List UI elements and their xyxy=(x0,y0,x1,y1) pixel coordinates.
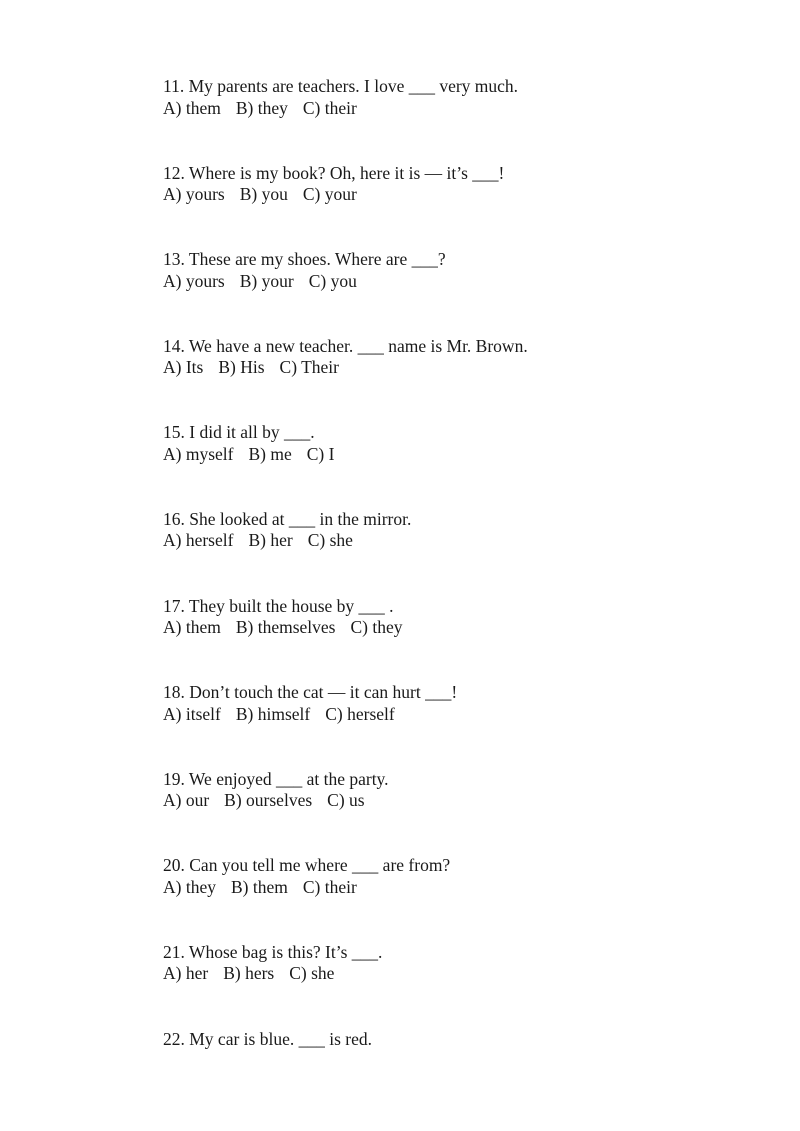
option-a: A) our xyxy=(163,790,210,811)
question-15 xyxy=(163,422,723,509)
option-a: A) yours xyxy=(163,270,225,291)
question-12 xyxy=(163,163,723,250)
question-14 xyxy=(163,336,723,423)
question-stem: 20. Can you tell me where ___ are from? xyxy=(163,855,451,876)
option-b: B) themselves xyxy=(235,617,336,638)
option-c: C) us xyxy=(327,790,365,811)
question-18 xyxy=(163,682,723,769)
question-21 xyxy=(163,942,723,1029)
question-stem: 17. They built the house by ___ . xyxy=(163,595,394,616)
question-22 xyxy=(163,1029,723,1116)
answer-options xyxy=(163,704,723,726)
answer-options xyxy=(163,617,723,639)
option-a: A) they xyxy=(163,876,216,897)
question-stem: 16. She looked at ___ in the mirror. xyxy=(163,508,412,529)
question-stem: 11. My parents are teachers. I love ___ very much. xyxy=(163,76,519,96)
answer-options xyxy=(163,271,723,293)
answer-options xyxy=(163,444,723,466)
option-c: C) their xyxy=(302,97,357,118)
question-stem: 12. Where is my book? Oh, here it is — it’s ___! xyxy=(163,162,505,183)
question-stem: 19. We enjoyed ___ at the party. xyxy=(163,768,389,789)
option-c: C) Their xyxy=(279,357,339,378)
option-c: C) herself xyxy=(325,703,395,724)
answer-options xyxy=(163,98,723,120)
question-stem: 22. My car is blue. ___ is red. xyxy=(163,1028,372,1049)
option-b: B) His xyxy=(218,357,265,378)
question-13 xyxy=(163,249,723,336)
option-a: A) her xyxy=(163,963,209,984)
option-a: A) itself xyxy=(163,703,221,724)
answer-options xyxy=(163,877,723,899)
option-a: A) yours xyxy=(163,184,225,205)
worksheet xyxy=(163,76,723,1115)
option-b: B) your xyxy=(239,270,294,291)
question-19 xyxy=(163,769,723,856)
option-b: B) you xyxy=(239,184,288,205)
question-17 xyxy=(163,596,723,683)
option-c: C) their xyxy=(302,876,357,897)
question-stem: 13. These are my shoes. Where are ___? xyxy=(163,249,446,270)
answer-options xyxy=(163,790,723,812)
option-c: C) I xyxy=(306,443,335,464)
answer-options xyxy=(163,184,723,206)
option-a: A) Its xyxy=(163,357,204,378)
question-16 xyxy=(163,509,723,596)
question-20 xyxy=(163,855,723,942)
option-a: A) herself xyxy=(163,530,234,551)
option-c: C) she xyxy=(307,530,353,551)
option-b: B) ourselves xyxy=(224,790,313,811)
option-b: B) them xyxy=(230,876,288,897)
option-a: A) them xyxy=(163,617,221,638)
option-c: C) she xyxy=(289,963,335,984)
option-c: C) you xyxy=(308,270,357,291)
option-b: B) me xyxy=(248,443,292,464)
answer-options xyxy=(163,963,723,985)
option-a: A) them xyxy=(163,97,221,118)
option-b: B) hers xyxy=(223,963,275,984)
answer-options xyxy=(163,357,723,379)
option-b: B) himself xyxy=(235,703,311,724)
question-11 xyxy=(163,76,723,163)
question-stem: 18. Don’t touch the cat — it can hurt ___! xyxy=(163,682,458,703)
option-b: B) they xyxy=(235,97,288,118)
answer-options xyxy=(163,530,723,552)
option-c: C) they xyxy=(350,617,403,638)
option-a: A) myself xyxy=(163,443,234,464)
option-b: B) her xyxy=(248,530,293,551)
question-stem: 14. We have a new teacher. ___ name is Mr. Brown. xyxy=(163,335,528,356)
question-stem: 21. Whose bag is this? It’s ___. xyxy=(163,941,383,962)
option-c: C) your xyxy=(302,184,357,205)
question-stem: 15. I did it all by ___. xyxy=(163,422,315,443)
